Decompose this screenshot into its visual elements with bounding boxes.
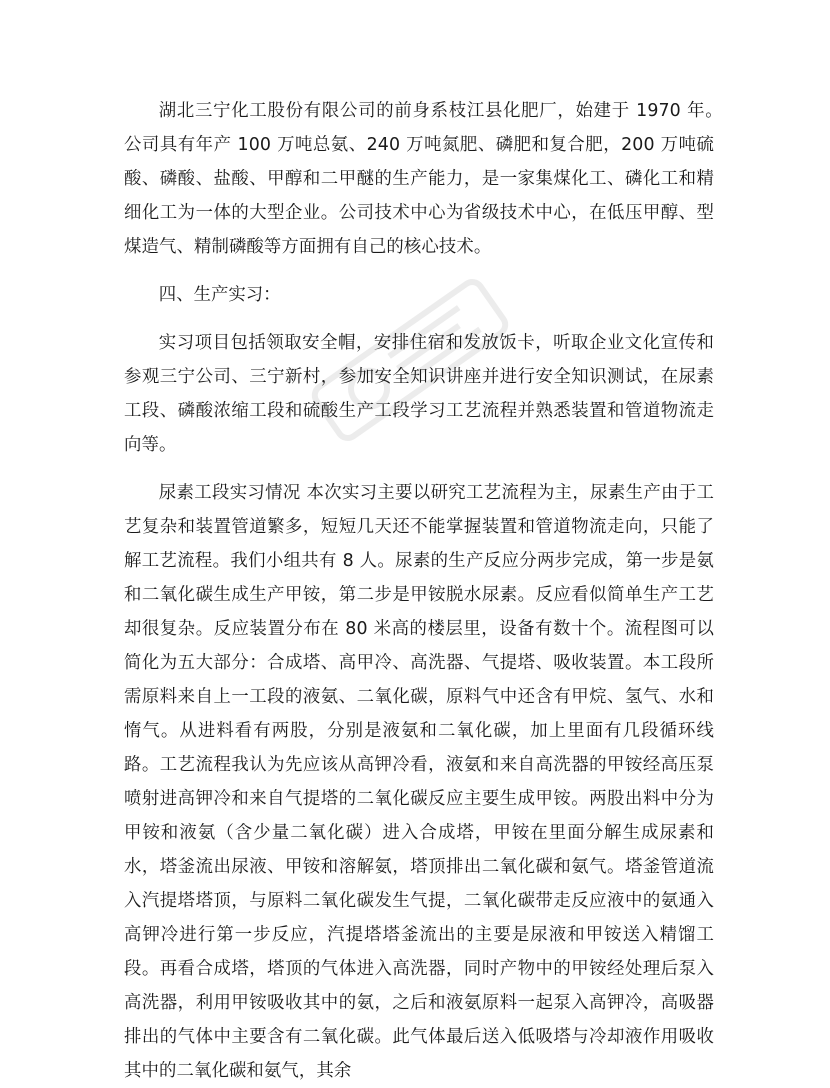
paragraph-company-intro: 湖北三宁化工股份有限公司的前身系枝江县化肥厂，始建于 1970 年。 公司具有年产 100 万吨总氨、240 万吨氮肥、磷肥和复合肥，200 万吨硫酸、磷酸、盐酸、甲醇和二甲醚的生产能力，是一家集煤化工、磷化工和精细化工为一体的大型企业。公司技术中心为省级技术中心，在低压甲醇、型煤造气、精制磷酸等方面拥有自己的核心技术。: [124, 101, 732, 257]
document-body: [124, 94, 732, 1088]
paragraph-urea-section: 尿素工段实习情况 本次实习主要以研究工艺流程为主，尿素生产由于工艺复杂和装置管道繁多，短短几天还不能掌握装置和管道物流走向，只能了解工艺流程。我们小组共有 8 人。尿素的生产反应分两步完成，第一步是氨和二氧化碳生成生产甲铵，第二步是甲铵脱水尿素。反应看似简单生产工艺却很复杂。反应装置分布在 80 米高的楼层里，设备有数十个。流程图可以简化为五大部分：合成塔、高甲冷、高洗器、气提塔、吸收装置。本工段所需原料来自上一工段的液氨、二氧化碳，原料气中还含有甲烷、氢气、水和惰气。从进料看有两股，分别是液氨和二氧化碳，加上里面有几段循环线路。工艺流程我认为先应该从高钾冷看，液氨和来自高洗器的甲铵经高压泵喷射进高钾冷和来自气提塔的二氧化碳反应主要生成甲铵。两股出料中分为甲铵和液氨（含少量二氧化碳）进入合成塔，甲铵在里面分解生成尿素和水，塔釜流出尿液、甲铵和溶解氨，塔顶排出二氧化碳和氨气。塔釜管道流入汽提塔塔顶，与原料二氧化碳发生气提，二氧化碳带走反应液中的氨通入高钾冷进行第一步反应，汽提塔塔釜流出的主要是尿液和甲铵送入精馏工段。再看合成塔，塔顶的气体进入高洗器，同时产物中的甲铵经处理后泵入高洗器，利用甲铵吸收其中的氨，之后和液氨原料一起泵入高钾冷，高吸器排出的气体中主要含有二氧化碳。此气体最后送入低吸塔与冷却液作用吸收其中的二氧化碳和氨气，其余: [124, 483, 714, 1081]
paragraph-internship-items: 实习项目包括领取安全帽，安排住宿和发放饭卡，听取企业文化宣传和参观三宁公司、三宁新村，参加安全知识讲座并进行安全知识测试，在尿素工段、磷酸浓缩工段和硫酸生产工段学习工艺流程并熟悉装置和管道物流走向等。: [124, 333, 714, 455]
section-heading-production-internship: 四、生产实习：: [158, 285, 281, 305]
